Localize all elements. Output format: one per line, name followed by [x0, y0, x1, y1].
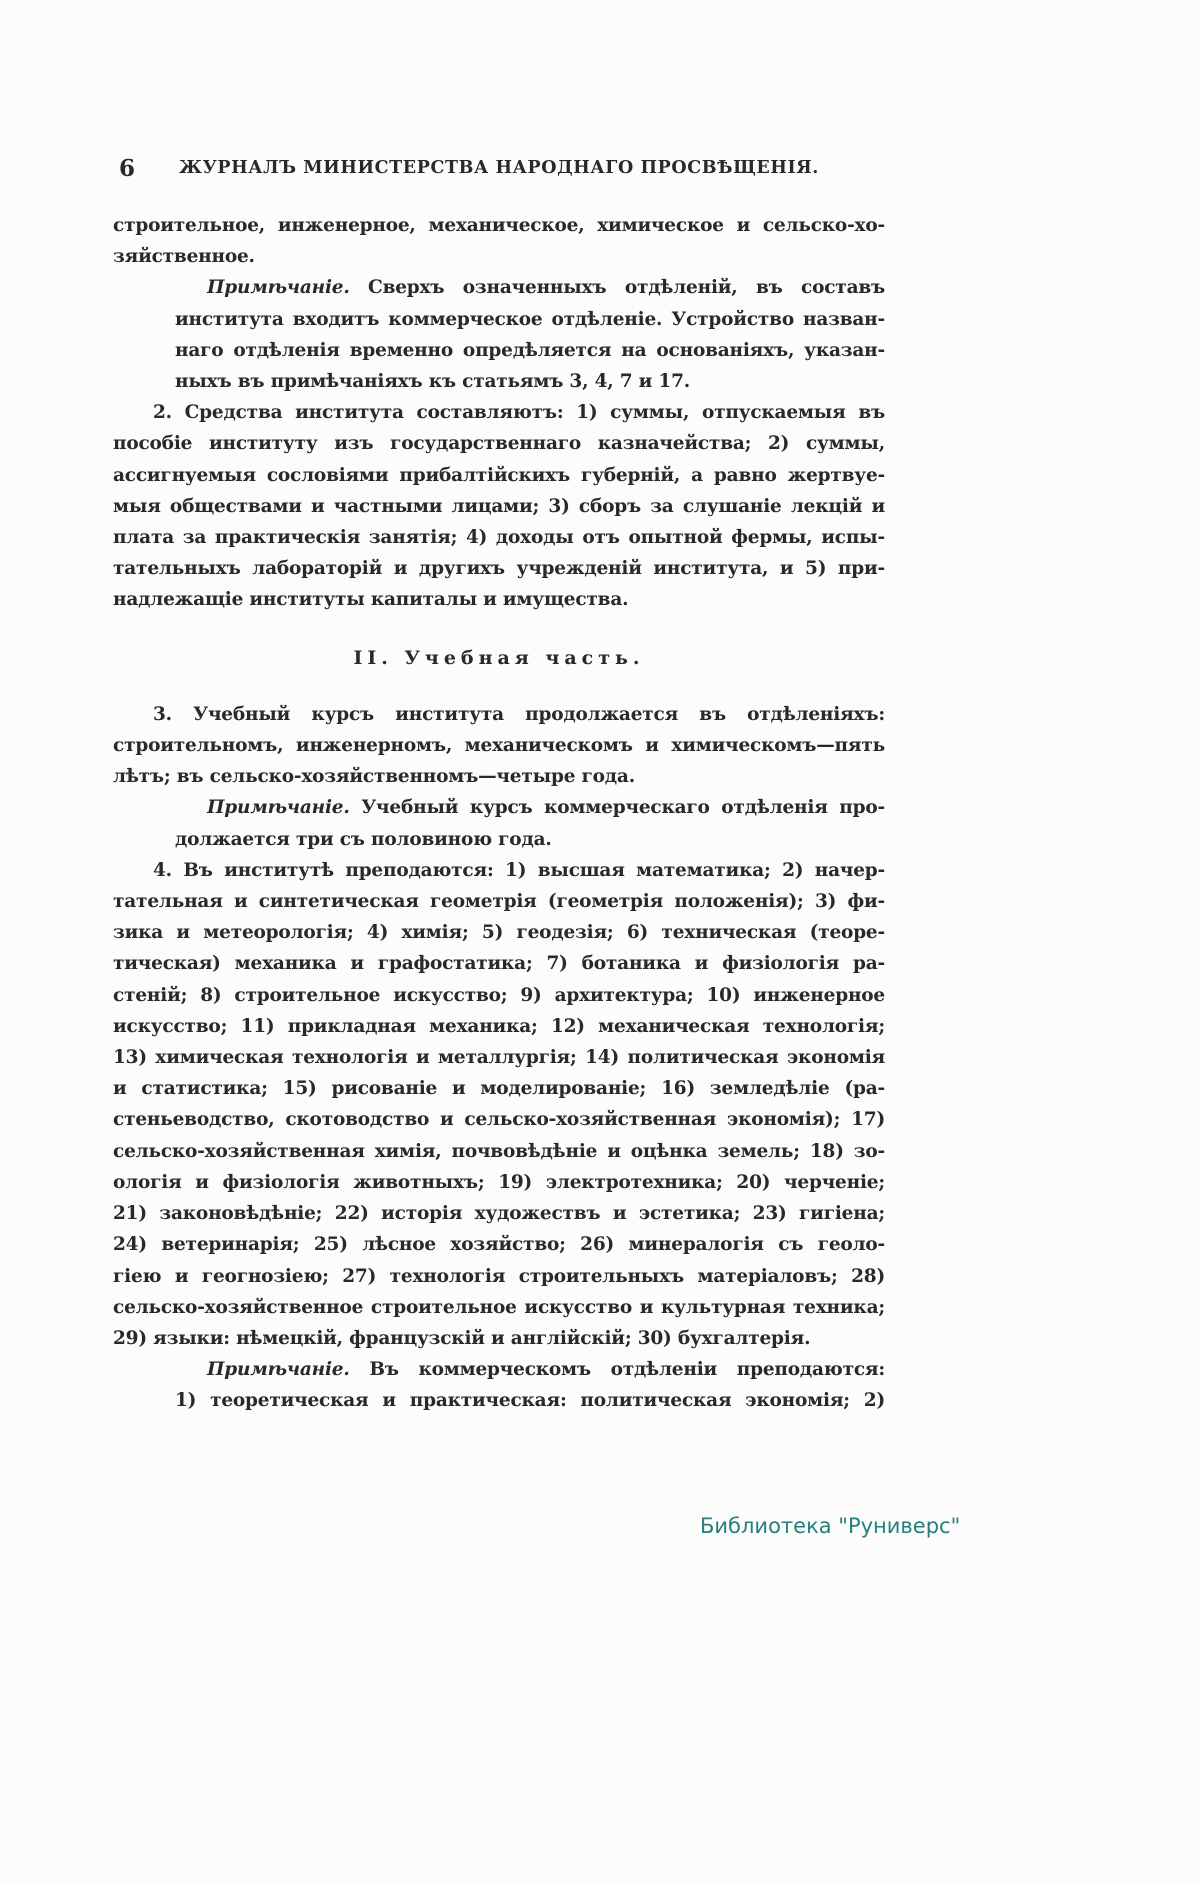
text-line: 2. Средства института составляютъ: 1) суммы, отпускаемыя въ — [153, 402, 885, 424]
text-line: зяйственное. — [113, 246, 255, 268]
note-2 — [175, 792, 885, 854]
text-line: пособіе институту изъ государственнаго казначейства; 2) суммы, — [113, 433, 885, 455]
text-line: мыя обществами и частными лицами; 3) сборъ за слушаніе лекцій и — [113, 495, 885, 517]
note-1 — [175, 272, 885, 397]
text-line: 4. Въ институтѣ преподаются: 1) высшая математика; 2) начер- — [153, 859, 885, 881]
text-line: тическая) механика и графостатика; 7) ботаника и физіологія ра- — [113, 953, 885, 975]
text-line: Примѣчаніе. Учебный курсъ коммерческаго отдѣленія про- — [207, 797, 885, 819]
text-line: стеньеводство, скотоводство и сельско-хозяйственная экономія); 17) — [113, 1109, 885, 1131]
text-line: Примѣчаніе. Въ коммерческомъ отдѣленіи преподаются: — [207, 1359, 885, 1381]
text-line: института входитъ коммерческое отдѣленіе. Устройство назван- — [175, 308, 885, 330]
text-line: плата за практическія занятія; 4) доходы отъ опытной фермы, испы- — [113, 527, 885, 549]
text-line: стеній; 8) строительное искусство; 9) архитектура; 10) инженерное — [113, 984, 885, 1006]
text-line: сельско-хозяйственная химія, почвовѣдѣніе и оцѣнка земель; 18) зо- — [113, 1140, 885, 1162]
text-line: Примѣчаніе. Сверхъ означенныхъ отдѣленій, въ составъ — [207, 277, 885, 299]
note-lead-label: Примѣчаніе. — [207, 277, 350, 299]
page-header — [113, 155, 885, 187]
text-line: 21) законовѣдѣніе; 22) исторія художествъ и эстетика; 23) гигіена; — [113, 1203, 885, 1225]
para-article-3 — [113, 699, 885, 793]
text-line: ныхъ въ примѣчаніяхъ къ статьямъ 3, 4, 7 и 17. — [175, 371, 690, 393]
page-content — [113, 210, 885, 1417]
text-line: тательная и синтетическая геометрія (геометрія положенія); 3) фи- — [113, 891, 885, 913]
text-line: зика и метеорологія; 4) химія; 5) геодезія; 6) техническая (теоре- — [113, 922, 885, 944]
text-line: и статистика; 15) рисованіе и моделированіе; 16) земледѣліе (ра- — [113, 1078, 885, 1100]
para-article-2 — [113, 397, 885, 615]
page-number: 6 — [119, 155, 136, 182]
text-line: 1) теоретическая и практическая: политическая экономія; 2) — [175, 1390, 885, 1412]
text-line: надлежащіе институты капиталы и имущества. — [113, 589, 629, 611]
text-line: тательныхъ лабораторій и другихъ учрежденій института, и 5) при- — [113, 558, 885, 580]
text-line: 13) химическая технологія и металлургія; 14) политическая экономія — [113, 1047, 885, 1069]
text-line: строительномъ, инженерномъ, механическомъ и химическомъ—пять — [113, 735, 885, 757]
note-lead-label: Примѣчаніе. — [207, 797, 350, 819]
para-article-4 — [113, 855, 885, 1354]
text-line: 24) ветеринарія; 25) лѣсное хозяйство; 26) минералогія съ геоло- — [113, 1234, 885, 1256]
text-line: строительное, инженерное, механическое, химическое и сельско-хо- — [113, 215, 885, 236]
section-heading-II: II. Учебная часть. — [353, 646, 645, 669]
text-line: должается три съ половиною года. — [175, 828, 552, 850]
note-lead-label: Примѣчаніе. — [207, 1359, 350, 1381]
text-line: ассигнуемыя сословіями прибалтійскихъ губерній, а равно жертвуе- — [113, 464, 885, 486]
text-line: 3. Учебный курсъ института продолжается въ отдѣленіяхъ: — [153, 703, 885, 725]
para-continuation — [113, 210, 885, 272]
text-line: гіею и геогнозіею; 27) технологія строительныхъ матеріаловъ; 28) — [113, 1265, 885, 1287]
text-line: сельско-хозяйственное строительное искусство и культурная техника; — [113, 1296, 885, 1318]
text-line: лѣтъ; въ сельско-хозяйственномъ—четыре года. — [113, 766, 635, 788]
journal-title: ЖУРНАЛЪ МИНИСТЕРСТВА НАРОДНАГО ПРОСВѢЩЕНІЯ. — [179, 158, 819, 178]
text-line: ологія и физіологія животныхъ; 19) электротехника; 20) черченіе; — [113, 1171, 885, 1193]
text-line: искусство; 11) прикладная механика; 12) механическая технологія; — [113, 1015, 885, 1037]
library-watermark: Библиотека "Руниверс" — [700, 1514, 961, 1538]
text-line: наго отдѣленія временно опредѣляется на основаніяхъ, указан- — [175, 339, 885, 361]
text-line: 29) языки: нѣмецкій, французскій и англійскій; 30) бухгалтерія. — [113, 1327, 811, 1349]
note-3 — [175, 1354, 885, 1416]
